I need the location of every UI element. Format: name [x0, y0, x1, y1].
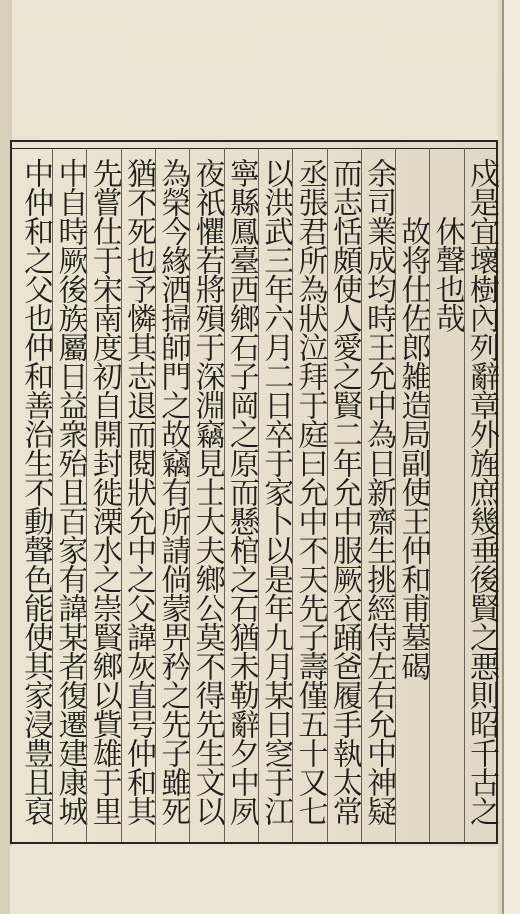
text-column: 戍是宜壞樹內列辭章外旌庶幾垂後賢之悪則昭千古之 [464, 148, 498, 842]
text-column: 以洪武三年六月二日卒于家卜以是年九月某日窆于江 [258, 148, 292, 842]
text-column: 休聲也哉 [429, 148, 463, 842]
text-column: 中仲和之父也仲和善治生不動聲色能使其家浸豊且裒 [18, 158, 54, 825]
text-column: 而志恬頗使人愛之賢二年允中服厥衣踊爸履手執太常 [327, 148, 361, 842]
text-column: 故将仕佐郎雑造局副使王仲和甫墓碣 [395, 148, 429, 842]
bottom-margin [10, 846, 498, 914]
text-columns [18, 148, 499, 842]
text-column: 余司業成均時王允中為日新齋生挑經侍左右允中神疑 [361, 148, 395, 842]
text-column: 為榮今緣洒掃師門之故竊有所請倘蒙畀矜之先子雖死 [155, 148, 189, 842]
text-column: 猶不死也予憐其志退而閱狀允中之父諱灰直号仲和其 [121, 148, 155, 842]
text-column: 先嘗仕于宋南度初自開封徙溧水之崇賢鄉以貲雄于里 [86, 148, 120, 842]
adjacent-page-edge [502, 0, 520, 914]
text-column: 夜祇懼若將殞于深淵竊見士大夫鄉公莫不得先生文以 [189, 148, 223, 842]
printed-frame [10, 140, 498, 844]
top-margin [14, 0, 498, 140]
text-column: 中自時厥後族屬日益衆殆且百家有諱某者復遷建康城 [52, 148, 86, 842]
text-column: 寧縣鳳臺西鄉石子岡之原而懸棺之石猶未勒辭夕中夙 [224, 148, 258, 842]
text-column: 丞張君所為狀泣拜于庭曰允中不天先子壽僅五十又七 [292, 148, 326, 842]
